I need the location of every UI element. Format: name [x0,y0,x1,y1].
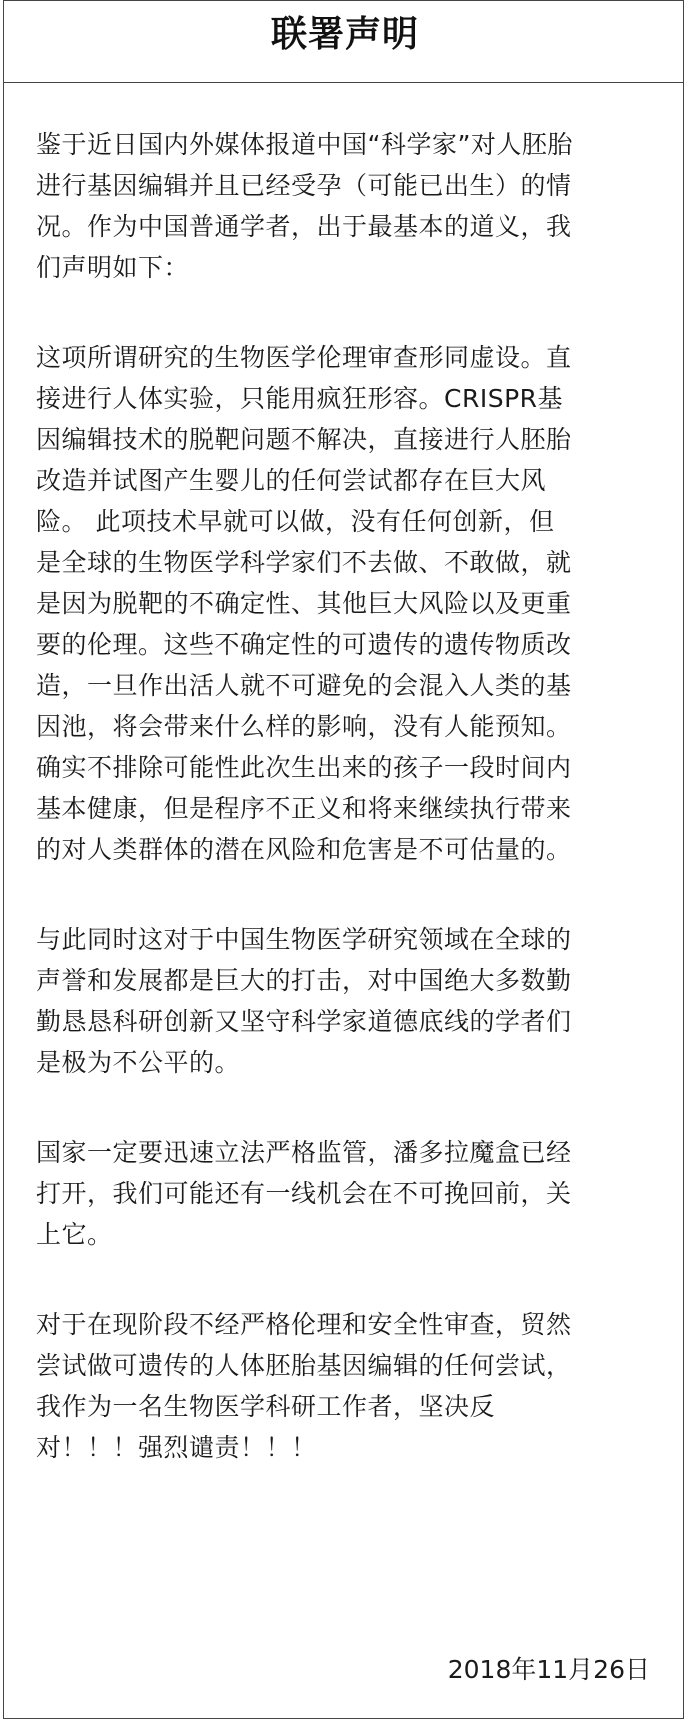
text-line: 因池，将会带来什么样的影响，没有人能预知。 [36,712,572,741]
text-line: 上它。 [36,1220,113,1249]
text-line: 况。作为中国普通学者，出于最基本的道义，我 [36,212,572,241]
text-line: 国家一定要迅速立法严格监管，潘多拉魔盒已经 [36,1138,572,1167]
paragraph-reputation [36,919,656,1083]
text-line: 险。 此项技术早就可以做，没有任何创新，但 [36,507,555,536]
text-line: 因编辑技术的脱靶问题不解决，直接进行人胚胎 [36,425,572,454]
text-line: 进行基因编辑并且已经受孕（可能已出生）的情 [36,171,572,200]
paragraph-legislation [36,1132,656,1255]
text-line: 对！！！强烈谴责！！！ [36,1433,317,1462]
title-divider [3,82,684,83]
text-line: 声誉和发展都是巨大的打击，对中国绝大多数勤 [36,966,572,995]
text-line: 的对人类群体的潜在风险和危害是不可估量的。 [36,835,572,864]
paragraph-condemnation [36,1304,656,1468]
text-line: 我作为一名生物医学科研工作者，坚决反 [36,1392,496,1421]
text-line: 们声明如下： [36,253,190,282]
text-line: 鉴于近日国内外媒体报道中国“科学家”对人胚胎 [36,130,573,159]
text-line: 是极为不公平的。 [36,1048,241,1077]
text-line: 尝试做可遗传的人体胚胎基因编辑的任何尝试， [36,1351,572,1380]
text-line: 这项所谓研究的生物医学伦理审查形同虚设。直 [36,343,572,372]
text-line: 改造并试图产生婴儿的任何尝试都存在巨大风 [36,466,547,495]
text-line: 与此同时这对于中国生物医学研究领域在全球的 [36,925,572,954]
paragraph-intro [36,124,656,288]
text-line: 对于在现阶段不经严格伦理和安全性审查，贸然 [36,1310,572,1339]
text-line: 是全球的生物医学科学家们不去做、不敢做，就 [36,548,572,577]
text-line: 接进行人体实验，只能用疯狂形容。CRISPR基 [36,384,564,413]
text-line: 是因为脱靶的不确定性、其他巨大风险以及更重 [36,589,572,618]
text-line: 造，一旦作出活人就不可避免的会混入人类的基 [36,671,572,700]
paragraph-ethics [36,337,656,870]
text-line: 基本健康，但是程序不正义和将来继续执行带来 [36,794,572,823]
text-line: 打开，我们可能还有一线机会在不可挽回前，关 [36,1179,572,1208]
text-line: 确实不排除可能性此次生出来的孩子一段时间内 [36,753,572,782]
statement-date: 2018年11月26日 [447,1655,650,1684]
text-line: 要的伦理。这些不确定性的可遗传的遗传物质改 [36,630,572,659]
statement-body [36,124,656,1517]
text-line: 勤恳恳科研创新又坚守科学家道德底线的学者们 [36,1007,572,1036]
document-title: 联署声明 [270,14,419,55]
